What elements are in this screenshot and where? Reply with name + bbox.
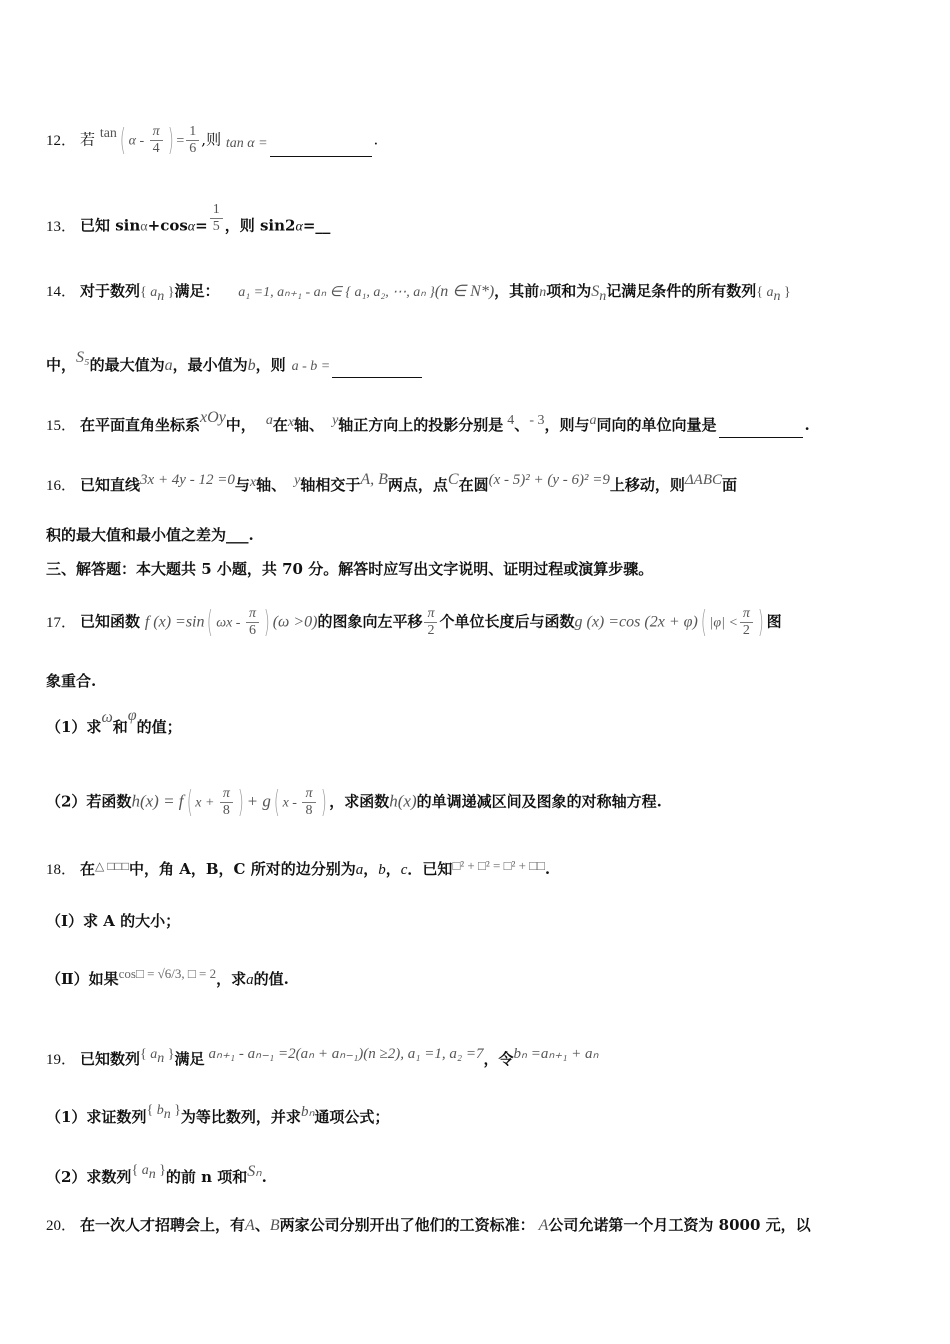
question-15: 15． 在平面直角坐标系xOy中， a在x轴、 y轴正方向上的投影分别是 4、- 3，则与a同向的单位向量是 . [46, 414, 910, 438]
question-17-part-2: （2）若函数h(x) = f( x + $\frac{\pi}{8}$ ) + g( x - $\frac{\pi}{8}$ ) ，求函数h(x)的单调递减区间及图象的对称轴方程. [46, 784, 662, 820]
question-17-cont: 象重合. [46, 672, 97, 690]
question-17-part-1: （1）求ω和φ的值； [46, 707, 182, 736]
question-16: 16． 已知直线3x + 4y - 12 =0与x轴、 y轴相交于A, B两点，点C在圆(x - 5)² + (y - 6)² =9上移动，则ΔABC面 [46, 471, 738, 494]
question-19: 19． 已知数列{ $a_n$ }满足 aₙ₊₁ - aₙ₋₁ =2(aₙ + aₙ₋₁)(n ≥2), a₁ =1, a₂ =7，令bₙ =aₙ₊₁ + aₙ [46, 1046, 599, 1068]
question-18: 18． 在△ □□□中，角 A，B，C 所对的边分别为a，b，c．已知□² + □² = □² + □□. [46, 858, 551, 878]
answer-blank [332, 363, 422, 378]
fraction: $\frac{\pi}{8}$ [302, 786, 315, 819]
question-18-part-2: （Ⅱ）如果cos□ = √6/3, □ = 2，求a的值. [46, 966, 289, 988]
question-number: 19． [46, 1052, 77, 1068]
question-number: 12． [46, 132, 77, 149]
question-19-part-2: （2）求数列{ $a_n$ }的前 n 项和Sₙ. [46, 1163, 267, 1186]
question-number: 18． [46, 862, 77, 878]
question-19-part-1: （1）求证数列{ $b_n$ }为等比数列，并求bₙ通项公式； [46, 1103, 390, 1126]
fraction: $\frac{\pi}{6}$ [246, 606, 259, 639]
section-heading: 三、解答题：本大题共 5 小题，共 70 分。解答时应写出文字说明、证明过程或演算步骤。 [46, 560, 654, 578]
fraction: $\frac{1}{6}$ [186, 124, 199, 157]
question-17: 17． 已知函数 f (x) =sin( ωx - $\frac{\pi}{6}$ ) (ω >0)的图象向左平移 $\frac{\pi}{2}$ 个单位长度后与函数g (x) =cos (2x + φ)( |φ| < $\frac{\pi}{2}$ ) 图 [46, 604, 782, 640]
fraction: $\frac{\pi}{8}$ [220, 786, 233, 819]
fraction: $\frac{\pi}{2}$ [740, 606, 753, 639]
question-number: 13． [46, 218, 77, 235]
question-13: 13． 已知 sinα+cosα= $\frac{1}{5}$ ，则 sin2α=__ [46, 202, 331, 235]
answer-blank [719, 423, 803, 438]
answer-blank [270, 142, 372, 157]
question-number: 17． [46, 614, 77, 631]
question-16-cont: 积的最大值和最小值之差为___. [46, 526, 254, 544]
question-14-cont: 中，S₅的最大值为a，最小值为b，则 a - b = [46, 354, 910, 378]
fraction: $\frac{1}{5}$ [210, 202, 223, 235]
question-number: 16． [46, 478, 77, 494]
question-number: 14． [46, 284, 77, 300]
question-14: 14． 对于数列{ $a_n$ }满足： a₁ =1, aₙ₊₁ - aₙ ∈ { a₁, a₂, ⋯, aₙ }(n ∈ N*)，其前n项和为$S_n$记满足条件的所有数列{ $a_n$ } [46, 282, 791, 304]
fraction: $\frac{\pi}{4}$ [150, 124, 163, 157]
question-number: 20． [46, 1218, 77, 1234]
fraction: $\frac{\pi}{2}$ [424, 606, 437, 639]
question-12: 12． 若 tan( α - $\frac{\pi}{4}$ ) = $\frac{1}{6}$ ,则 tan α = . [46, 122, 379, 158]
question-18-part-1: （Ⅰ）求 A 的大小； [46, 912, 181, 930]
question-20: 20． 在一次人才招聘会上，有A、B两家公司分别开出了他们的工资标准： A公司允诺第一个月工资为 8000 元，以 [46, 1216, 811, 1234]
question-number: 15． [46, 418, 77, 434]
